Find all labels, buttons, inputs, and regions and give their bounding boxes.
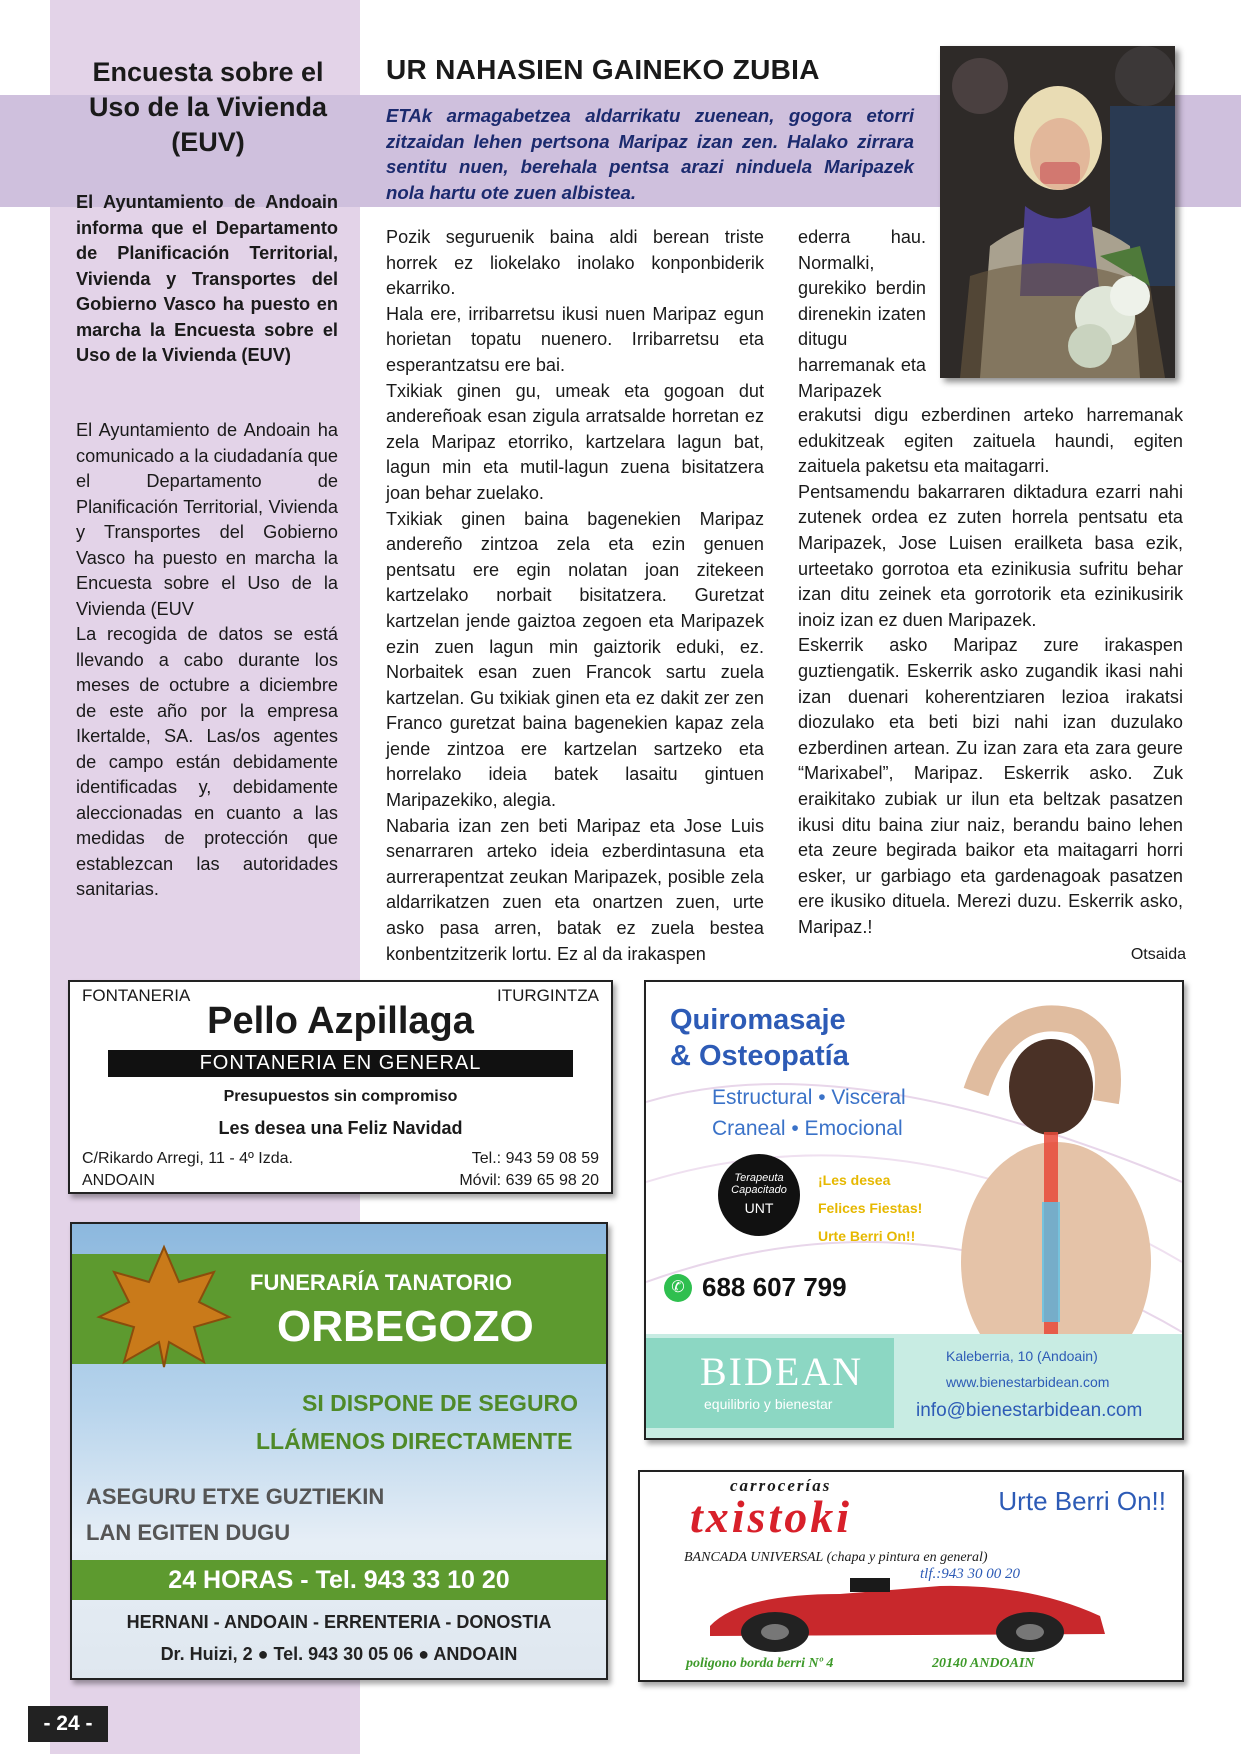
article-column-2-top (798, 225, 926, 404)
ad-title: & Osteopatía (670, 1040, 849, 1072)
article-column-1 (386, 225, 764, 967)
ad-business-name: ORBEGOZO (277, 1302, 534, 1351)
ad-business-name: Pello Azpillaga (207, 1000, 474, 1042)
ad-phone: Tel.: 943 59 08 59 (471, 1150, 599, 1167)
racing-car-icon (700, 1564, 1120, 1656)
ad-phone: tlf.:943 30 00 20 (920, 1566, 1020, 1582)
ad-greeting: ¡Les desea (818, 1172, 891, 1188)
article-paragraph: ederra hau. Normalki, gurekiko berdin direnekin izaten ditugu harremanak eta Maripazek (798, 227, 926, 401)
sidebar-title: Encuesta sobre el Uso de la Vivienda (EUV) (88, 57, 328, 157)
ad-website: www.bienestarbidean.com (946, 1374, 1110, 1390)
ad-greeting: Urte Berri On!! (818, 1228, 916, 1244)
ad-subtitle: Estructural • Visceral (712, 1086, 906, 1109)
ad-tag-left: FONTANERIA (82, 986, 191, 1005)
sidebar-intro: El Ayuntamiento de Andoain informa que el Departamento de Planificación Territorial, Vivienda y Transportes del Gobierno Vasco ha puesto en marcha la Encuesta sobre el Uso de la Vivienda (EUV) (76, 192, 338, 365)
ad-line: SI DISPONE DE SEGURO (302, 1390, 579, 1416)
maple-leaf-icon (94, 1242, 234, 1372)
ad-banner: FONTANERIA EN GENERAL (108, 1050, 573, 1077)
ad-line: LLÁMENOS DIRECTAMENTE (256, 1428, 573, 1454)
article-column-2 (798, 403, 1183, 940)
ad-address: Dr. Huizi, 2 ● Tel. 943 30 05 06 ● ANDOAIN (160, 1644, 518, 1664)
article-paragraph: Pozik seguruenik baina aldi berean triste horrek ez liokelako inolako konponbiderik ekarriko. (386, 227, 764, 299)
ad-quiromasaje-bidean (644, 980, 1184, 1440)
ad-greeting: Urte Berri On!! (998, 1486, 1166, 1516)
therapist-badge (718, 1154, 800, 1236)
ad-address: Kaleberria, 10 (Andoain) (946, 1348, 1098, 1364)
article-lead: ETAk armagabetzea aldarrikatu zuenean, gogora etorri zitzaidan lehen pertsona Maripaz izan zen. Halako zirrara sentitu nuen, berehala pentsa arazi ninduela Maripazek nola hartu ote zuen albistea. (386, 105, 914, 203)
ad-funeraria-orbegozo (70, 1222, 608, 1680)
ad-brand: BIDEAN (700, 1349, 864, 1394)
ad-line: FUNERARÍA TANATORIO (250, 1270, 512, 1295)
ad-carrocerias-txistoki (638, 1470, 1184, 1682)
badge-text: Terapeuta (734, 1172, 784, 1184)
article-paragraph: Pentsamendu bakarraren diktadura ezarri nahi zutenek ordea ez zuten horrela pentsatu eta Maripazek, Jose Luisen erailketa basa ezik, urteetako gorrotoa eta ezinikusia sufritu behar izan ditu zeinek eta gorrotorik eta ezinikusirik inoiz izan ez duen Maripazek. (798, 481, 1183, 630)
ad-line: LAN EGITEN DUGU (86, 1520, 291, 1545)
ad-pello-azpillaga (68, 980, 613, 1194)
sidebar-body (76, 418, 338, 903)
page-number: - 24 - (28, 1706, 108, 1742)
ad-greeting: Felices Fiestas! (818, 1200, 923, 1216)
ad-subtitle: Craneal • Emocional (712, 1117, 903, 1140)
ad-business-name: txistoki (690, 1491, 853, 1542)
article-paragraph: Txikiak ginen baina bagenekien Maripaz andereño zintzoa zela eta ezin genuen pentsatu ere egin nolatan joan zitekeen kartzelako norbait bisitatzera. Guretzat kartzelan jende gaiztoa zegoen eta Maripazek ezin zuen lagun min gaiztorik eduki, ez. Norbaitek esan zuen Francok sartu zuela kartzelan. Gu txikiak ginen eta ez dakit zer zen Franco guretzat baina bagenekien kapaz zela jende zintzoa ere kartzelan sartzeko eta horrelako ideia batek lasaitu gintuen Maripazekiko, alegia. (386, 508, 764, 811)
article-paragraph: Eskerrik asko Maripaz zure irakaspen guztiengatik. Eskerrik asko zugandik ikasi nahi izan duenari koherentziaren lezioa irakatsi diozulako eta beti bizi nahi izan duzulako ezberdinen artean. Zu izan zara eta zara geure “Marixabel”, Maripaz. Eskerrik asko. Zuk eraikitako zubiak ur ilun eta beltzak pasatzen ikusi ditu baina ziur naiz, berandu baino lehen eta zeure begirada baikor eta maitagarri horri esker, ur garbiago eta gardenagoak pasatzen ere ikusiko dituela. Merezi duzu. Eskerrik asko, Maripaz.! (798, 635, 1183, 937)
ad-email: info@bienestarbidean.com (916, 1400, 1143, 1421)
sidebar-paragraph: El Ayuntamiento de Andoain ha comunicado a la ciudadanía que el Departamento de Planificación Territorial, Vivienda y Transportes del Gobierno Vasco ha puesto en marcha la Encuesta sobre el Uso de la Vivienda (EUV (76, 420, 338, 619)
photo-illustration (940, 46, 1175, 378)
ad-service: BANCADA UNIVERSAL (chapa y pintura en general) (684, 1550, 988, 1565)
whatsapp-icon: ✆ (664, 1274, 692, 1302)
article-signature: Otsaida (1130, 946, 1186, 963)
ad-postal-code: 20140 ANDOAIN (932, 1656, 1035, 1671)
ad-hours-banner: 24 HORAS - Tel. 943 33 10 20 (72, 1560, 606, 1600)
article-photo (940, 46, 1175, 378)
ad-city: ANDOAIN (82, 1172, 155, 1189)
sidebar-paragraph: La recogida de datos se está llevando a cabo durante los meses de octubre a diciembre de este año por la empresa Ikertalde, SA. Las/os agentes de campo están debidamente identificadas y, debidamente aleccionadas en cuanto a las medidas de protección que establezcan las autoridades sanitarias. (76, 624, 338, 899)
ad-phone: 688 607 799 (702, 1272, 847, 1302)
article-title: UR NAHASIEN GAINEKO ZUBIA (386, 54, 820, 85)
article-paragraph: Txikiak ginen gu, umeak eta gogoan dut andereñoak esan zigula arratsalde horretan ez zela Maripaz etorriko, kartzelara lagun bat, lagun min eta mutil-lagun zuena bisitatzera joan behar zuelako. (386, 380, 764, 503)
ad-line: Presupuestos sin compromiso (223, 1088, 458, 1105)
ad-address: poligono borda berri Nº 4 (686, 1656, 834, 1671)
ad-tag-right: ITURGINTZA (497, 986, 599, 1005)
article-paragraph: erakutsi digu ezberdinen arteko harremanak edukitzeak egiten zaituela haundi, egiten zaituela paketsu eta maitagarri. (798, 405, 1183, 477)
ad-kicker: carrocerías (730, 1476, 832, 1495)
ad-towns: HERNANI - ANDOAIN - ERRENTERIA - DONOSTIA (126, 1612, 552, 1632)
article-paragraph: Nabaria izan zen beti Maripaz eta Jose Luis senarraren arteko ideia ezberdintasuna eta aurrerapentzat zeukan Maripazek, posible zela aldarrikatzen zuen eta onartzen zuen, urte asko pasa arren, batak ez zuela bestea konbentzitzerik lortu. Ez al da irakaspen (386, 815, 764, 964)
ad-line: Les desea una Feliz Navidad (218, 1118, 463, 1138)
ad-brand-tagline: equilibrio y bienestar (704, 1396, 833, 1412)
badge-text: Capacitado (731, 1184, 787, 1196)
ad-address: C/Rikardo Arregi, 11 - 4º Izda. (82, 1150, 293, 1167)
article-paragraph: Hala ere, irribarretsu ikusi nuen Maripaz egun horietan topatu nuenero. Irribarretsu eta esperantzatsu ere bai. (386, 303, 764, 375)
badge-logo: UNT (744, 1200, 774, 1216)
ad-line: ASEGURU ETXE GUZTIEKIN (86, 1484, 385, 1509)
ad-mobile: Móvil: 639 65 98 20 (459, 1172, 599, 1189)
ad-title: Quiromasaje (670, 1004, 846, 1036)
